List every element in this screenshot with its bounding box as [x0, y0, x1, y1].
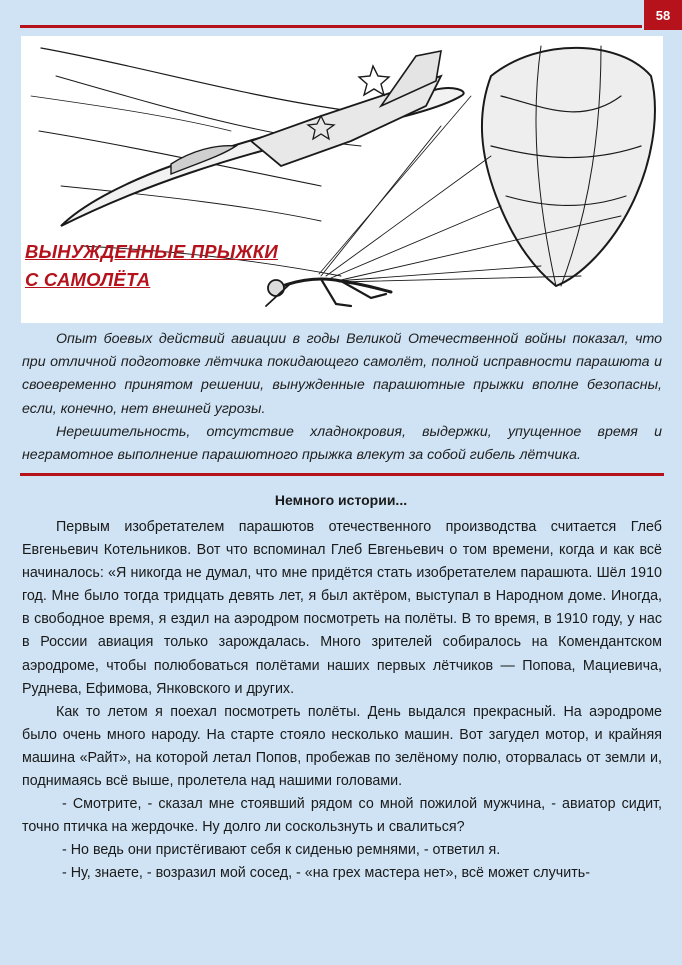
dialog-paragraph: - Ну, знаете, - возразил мой сосед, - «на грех мастера нет», всё может случить- [62, 865, 590, 882]
intro-block [22, 328, 662, 467]
section-divider [20, 473, 664, 476]
intro-paragraph: Нерешительность, отсутствие хладнокровия, выдержки, упущенное время и неграмотное выполнение парашютного прыжка влекут за собой гибель лётчика. [22, 423, 662, 464]
intro-paragraph: Опыт боевых действий авиации в годы Великой Отечественной войны показал, что при отличной подготовке лётчика покидающего самолёт, полной исправности парашюта и своевременно принятом решении, вынужденные парашютные прыжки вполне безопасны, если, конечно, нет внешней угрозы. [22, 331, 662, 417]
headline-line-1: ВЫНУЖДЕННЫЕ ПРЫЖКИ [25, 241, 278, 262]
dialog-paragraph: - Смотрите, - сказал мне стоявший рядом со мной пожилой мужчина, - авиатор сидит, точно птичка на жердочке. Ну долго ли соскользнуть и свалиться? [22, 796, 662, 836]
page-number: 58 [644, 0, 682, 30]
article-headline [25, 238, 278, 294]
illustration-panel [21, 36, 663, 323]
article-body [22, 516, 662, 886]
top-divider [20, 25, 642, 28]
body-paragraph: Первым изобретателем парашютов отечественного производства считается Глеб Евгеньевич Котельников. Вот что вспоминал Глеб Евгеньевич о том времени, когда и как всё начиналось: «Я никогда не думал, что мне придётся стать изобретателем парашюта. Шёл 1910 год. Мне было тогда тридцать девять лет, я был актёром, выступал в Народном доме. Иногда, в свободное время, я ездил на аэродром посмотреть на полёты. В то время, в 1910 году, у нас в России авиация только зарождалась. Много зрителей собиралось на Комендантском аэродроме, чтобы полюбоваться полётами наших первых лётчиков — Попова, Мациевича, Руднева, Ефимова, Янковского и других. [22, 519, 662, 697]
headline-line-2: С САМОЛЁТА [25, 269, 151, 290]
body-paragraph: Как то летом я поехал посмотреть полёты. День выдался прекрасный. На аэродроме было очень много народу. На старте стояло несколько машин. Вот загудел мотор, и крайняя машина «Райт», на которой летал Попов, пробежав по зелёному полю, оторвалась от земли и, поднимаясь всё выше, пролетела над нашими головами. [22, 703, 662, 790]
section-title: Немного истории... [274, 492, 408, 508]
dialog-paragraph: - Но ведь они пристёгивают себя к сиденью ремнями, - ответил я. [62, 842, 501, 859]
